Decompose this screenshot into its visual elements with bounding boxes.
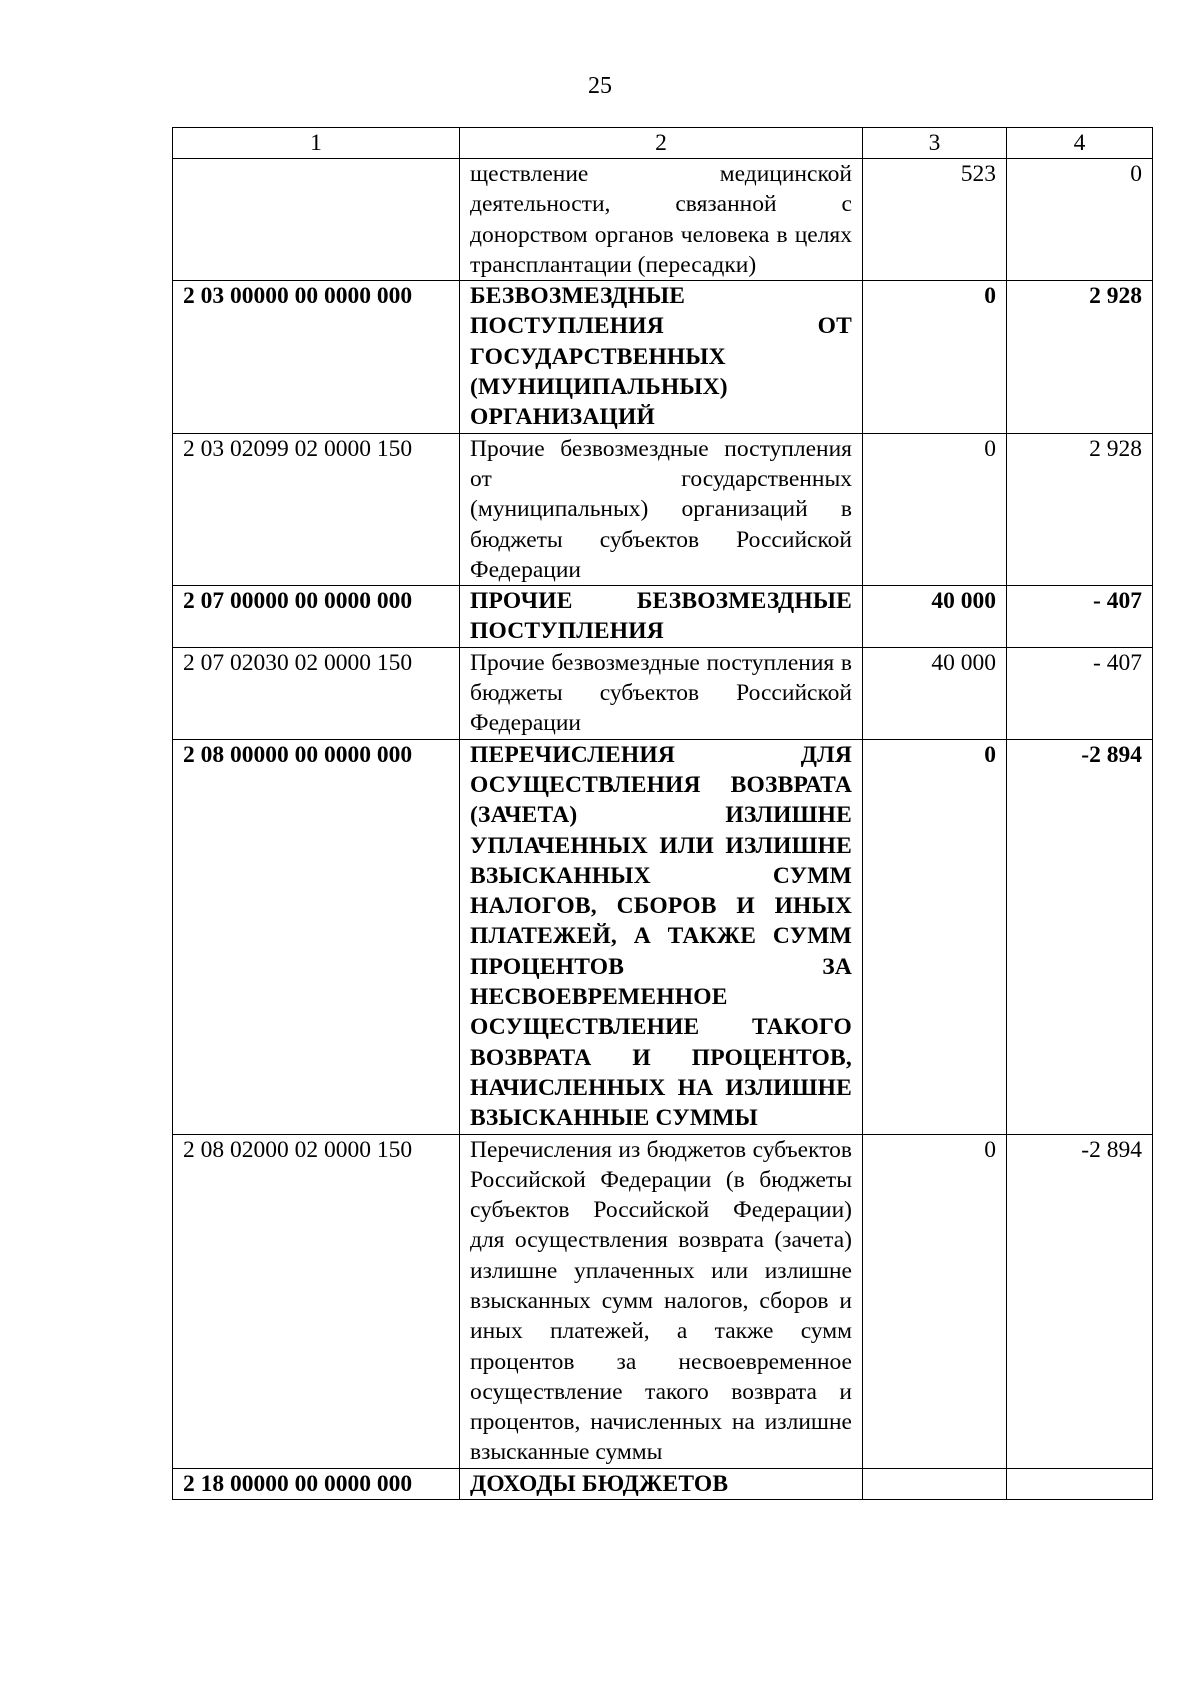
row-name: Прочие безвозмездные поступления от государственных (муниципальных) организаций в бюджеты субъектов Российской Федерации bbox=[460, 433, 863, 585]
row-value-col4: -2 894 bbox=[1007, 1134, 1153, 1468]
budget-table bbox=[172, 127, 1153, 1500]
table-header-row bbox=[173, 128, 1153, 159]
row-code bbox=[173, 159, 460, 281]
table-row bbox=[173, 739, 1153, 1134]
row-name: ществление медицинской деятельности, связанной с донорством органов человека в целях трансплантации (пересадки) bbox=[460, 159, 863, 281]
row-name: Перечисления из бюджетов субъектов Российской Федерации (в бюджеты субъектов Российской Федерации) для осуществления возврата (зачета) излишне уплаченных или излишне взысканных сумм налогов, сборов и иных платежей, а также сумм процентов за несвоевременное осуществление такого возврата и процентов, начисленных на излишне взысканные суммы bbox=[460, 1134, 863, 1468]
header-col-1: 1 bbox=[173, 128, 460, 159]
row-name: ПЕРЕЧИСЛЕНИЯ ДЛЯ ОСУЩЕСТВЛЕНИЯ ВОЗВРАТА (ЗАЧЕТА) ИЗЛИШНЕ УПЛАЧЕННЫХ ИЛИ ИЗЛИШНЕ ВЗЫСКАННЫХ СУММ НАЛОГОВ, СБОРОВ И ИНЫХ ПЛАТЕЖЕЙ, А ТАКЖЕ СУММ ПРОЦЕНТОВ ЗА НЕСВОЕВРЕМЕННОЕ ОСУЩЕСТВЛЕНИЕ ТАКОГО ВОЗВРАТА И ПРОЦЕНТОВ, НАЧИСЛЕННЫХ НА ИЗЛИШНЕ ВЗЫСКАННЫЕ СУММЫ bbox=[460, 739, 863, 1134]
table-row bbox=[173, 586, 1153, 648]
row-value-col3: 0 bbox=[863, 433, 1007, 585]
row-code: 2 07 02030 02 0000 150 bbox=[173, 647, 460, 739]
row-value-col4: - 407 bbox=[1007, 647, 1153, 739]
row-code: 2 18 00000 00 0000 000 bbox=[173, 1468, 460, 1499]
table-row bbox=[173, 1468, 1153, 1499]
table-row bbox=[173, 281, 1153, 433]
row-value-col3: 0 bbox=[863, 281, 1007, 433]
table-row bbox=[173, 1134, 1153, 1468]
row-code: 2 03 02099 02 0000 150 bbox=[173, 433, 460, 585]
row-value-col4 bbox=[1007, 1468, 1153, 1499]
row-value-col4: 0 bbox=[1007, 159, 1153, 281]
table-row bbox=[173, 433, 1153, 585]
row-code: 2 03 00000 00 0000 000 bbox=[173, 281, 460, 433]
header-col-3: 3 bbox=[863, 128, 1007, 159]
table-row bbox=[173, 647, 1153, 739]
row-code: 2 08 02000 02 0000 150 bbox=[173, 1134, 460, 1468]
page-number: 25 bbox=[588, 73, 612, 99]
table-row bbox=[173, 159, 1153, 281]
row-value-col4: -2 894 bbox=[1007, 739, 1153, 1134]
row-name: ДОХОДЫ БЮДЖЕТОВ bbox=[460, 1468, 863, 1499]
row-value-col4: - 407 bbox=[1007, 586, 1153, 648]
row-value-col3: 40 000 bbox=[863, 647, 1007, 739]
row-value-col3: 523 bbox=[863, 159, 1007, 281]
row-value-col3: 40 000 bbox=[863, 586, 1007, 648]
row-value-col3: 0 bbox=[863, 739, 1007, 1134]
row-name: Прочие безвозмездные поступления в бюджеты субъектов Российской Федерации bbox=[460, 647, 863, 739]
row-value-col3 bbox=[863, 1468, 1007, 1499]
row-value-col4: 2 928 bbox=[1007, 281, 1153, 433]
row-code: 2 08 00000 00 0000 000 bbox=[173, 739, 460, 1134]
row-code: 2 07 00000 00 0000 000 bbox=[173, 586, 460, 648]
header-col-4: 4 bbox=[1007, 128, 1153, 159]
row-name: БЕЗВОЗМЕЗДНЫЕ ПОСТУПЛЕНИЯ ОТ ГОСУДАРСТВЕННЫХ (МУНИЦИПАЛЬНЫХ) ОРГАНИЗАЦИЙ bbox=[460, 281, 863, 433]
row-value-col3: 0 bbox=[863, 1134, 1007, 1468]
row-name: ПРОЧИЕ БЕЗВОЗМЕЗДНЫЕ ПОСТУПЛЕНИЯ bbox=[460, 586, 863, 648]
row-value-col4: 2 928 bbox=[1007, 433, 1153, 585]
header-col-2: 2 bbox=[460, 128, 863, 159]
